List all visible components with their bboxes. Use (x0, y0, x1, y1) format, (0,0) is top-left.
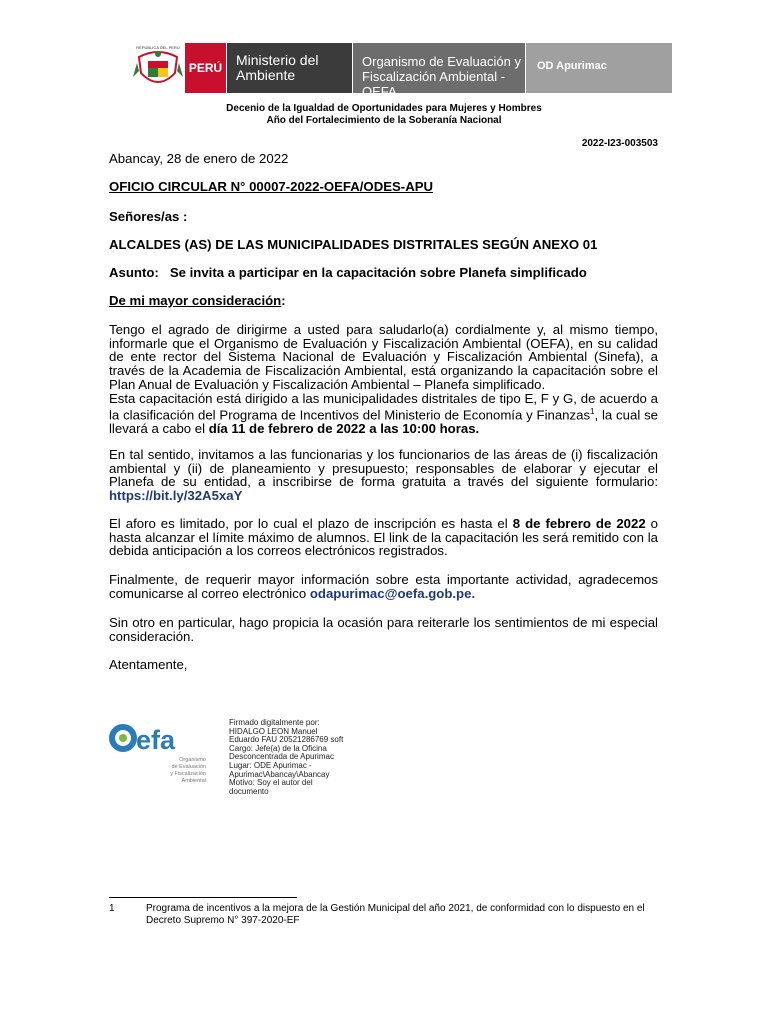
paragraph-1a: Tengo el agrado de dirigirme a usted para saludarlo(a) cordialmente y, al mismo tiempo, informarle que el Organismo de Evaluación y Fiscalización Ambiental (OEFA), en su calidad de ente rector del Sistema Nacional de Evaluación y Fiscalización Ambiental (Sinefa), a través de la Academia de Fiscalización Ambiental, está organizando la capacitación sobre el Plan Anual de Evaluación y Fiscalización Ambiental – Planefa simplificado. (109, 322, 658, 392)
ministerio-label: Ministerio del Ambiente (227, 43, 352, 93)
logo-sub-1: Organismo (179, 757, 206, 763)
signature-line: Motivo: Soy el autor del (229, 778, 313, 788)
consideracion-text: De mi mayor consideración (109, 293, 282, 308)
peru-shield-logo (131, 43, 185, 93)
oefa-logo-word: efa (136, 725, 176, 755)
logo-sub-3: y Fiscalización (170, 771, 206, 777)
paragraph-4 (109, 573, 658, 600)
digital-signature (229, 719, 369, 796)
signature-line: Apurimac\Abancay\Abancay (229, 769, 330, 779)
consideracion-line (109, 294, 658, 308)
decenio-heading (0, 103, 768, 127)
event-date: día 11 de febrero de 2022 a las 10:00 horas. (208, 421, 480, 437)
paragraph-1 (109, 323, 658, 436)
deadline-date: 8 de febrero de 2022 (512, 516, 646, 531)
recipients-salutation: Señores/as : (109, 209, 188, 224)
paragraph-1b (109, 392, 658, 437)
signature-line: HIDALGO LEON Manuel (229, 726, 318, 736)
place-date: Abancay, 28 de enero de 2022 (109, 151, 289, 166)
logo-sub-2: de Evaluación (171, 764, 206, 770)
oficio-title: OFICIO CIRCULAR N° 00007-2022-OEFA/ODES-APU (109, 179, 434, 194)
paragraph-2 (109, 448, 658, 503)
logo-sub-4: Ambiental (181, 778, 206, 784)
footnote-divider (109, 897, 297, 898)
document-number: 2022-I23-003503 (581, 138, 658, 149)
consideracion-colon: : (281, 293, 286, 308)
oefa-label: Organismo de Evaluación y Fiscalización Ambiental - OEFA (353, 43, 525, 93)
asunto-label: Asunto: (109, 265, 159, 280)
asunto-text: Se invita a participar en la capacitación sobre Planefa simplificado (169, 265, 587, 280)
decenio-line-2: Año del Fortalecimiento de la Soberanía Nacional (266, 115, 502, 126)
closing: Atentamente, (109, 657, 188, 672)
signature-line: Desconcentrada de Apurimac (229, 752, 334, 762)
signature-line: Eduardo FAU 20521286769 soft (229, 735, 344, 745)
signature-line: Firmado digitalmente por: (229, 718, 320, 727)
paragraph-2-text: En tal sentido, invitamos a las funcionarias y los funcionarios de las áreas de (i) fiscalización ambiental y (ii) de planeamiento y presupuesto; responsables de elaborar y ejecutar el Planefa de su entidad, a inscribirse de forma gratuita a través del siguiente formulario: (109, 447, 658, 490)
oefa-logo-subtitle (150, 757, 206, 785)
shield-caption: REPÚBLICA DEL PERÚ (136, 45, 180, 50)
recipients: ALCALDES (AS) DE LAS MUNICIPALIDADES DISTRITALES SEGÚN ANEXO 01 (109, 237, 598, 252)
decenio-line-1: Decenio de la Igualdad de Oportunidades para Mujeres y Hombres (226, 103, 542, 114)
peru-label: PERÚ (185, 43, 226, 93)
asunto (109, 266, 658, 280)
contact-email[interactable]: odapurimac@oefa.gob.pe. (309, 585, 476, 601)
paragraph-3 (109, 517, 658, 558)
paragraph-3-text: El aforo es limitado, por lo cual el plazo de inscripción es hasta el (109, 516, 513, 531)
registration-link[interactable]: https://bit.ly/32A5xaY (109, 488, 243, 504)
paragraph-1b-text: Esta capacitación está dirigido a las municipalidades distritales de tipo E, F y G, de acuerdo a la clasificación del Programa de Incentivos del Ministerio de Economía y Finanzas (109, 390, 658, 423)
od-apurimac-label: OD Apurimac (526, 43, 672, 93)
paragraph-3-text-2: o hasta alcanzar el límite máximo de alumnos. El link de la capacitación les será remitido con la debida anticipación a los correos electrónicos registrados. (109, 516, 659, 559)
paragraph-5: Sin otro en particular, hago propicia la ocasión para reiterarle los sentimientos de mi especial consideración. (109, 615, 658, 644)
signature-line: Lugar: ODE Apurimac - (229, 760, 312, 770)
footnote-ref: 1 (590, 407, 595, 417)
footnote-number: 1 (109, 903, 115, 914)
signature-line: Cargo: Jefe(a) de la Oficina (229, 743, 327, 753)
paragraph-4-text: Finalmente, de requerir mayor información sobre esta importante actividad, agradecemos comunicarse al correo electrónico (109, 572, 658, 601)
paragraph-1b-text-2: , la cual se llevará a cabo el (109, 407, 658, 437)
signature-line: documento (229, 786, 269, 796)
footnote-text: Programa de incentivos a la mejora de la Gestión Municipal del año 2021, de conformidad con lo dispuesto en el Decreto Supremo N° 397-2020-EF (146, 903, 645, 926)
